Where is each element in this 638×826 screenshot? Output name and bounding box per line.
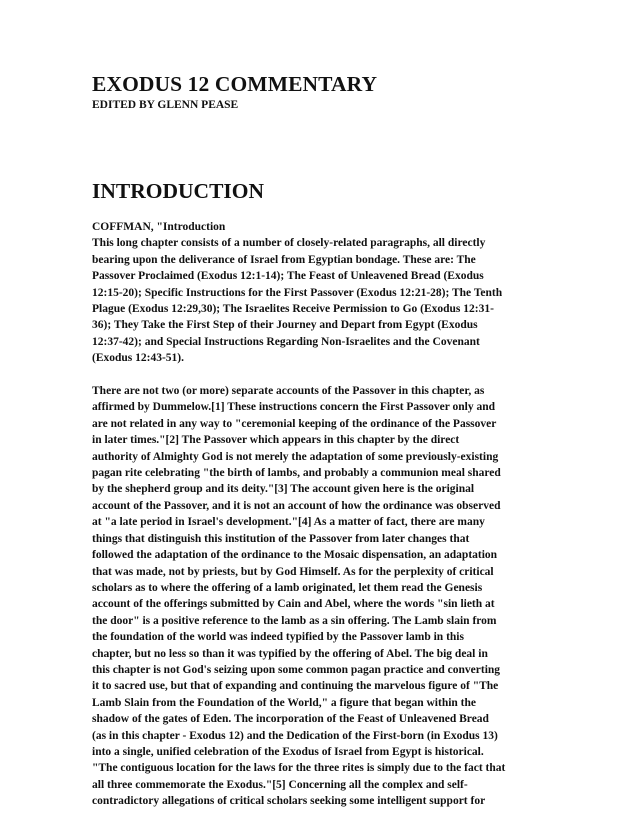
- paragraph-line: bearing upon the deliverance of Israel from Egyptian bondage. These are: The: [92, 253, 476, 266]
- paragraph-line: things that distinguish this institution of the Passover from later changes that: [92, 532, 470, 545]
- paragraph-line: it to sacred use, but that of expanding and continuing the marvelous figure of "The: [92, 680, 499, 693]
- paragraph-line: account of the Passover, and it is not an account of how the ordinance was observed: [92, 499, 501, 512]
- paragraph-line: shadow of the gates of Eden. The incorporation of the Feast of Unleavened Bread: [92, 713, 489, 726]
- paragraph-line: authority of Almighty God is not merely the adaptation of some previously-existing: [92, 450, 499, 463]
- paragraph-line: pagan rite celebrating "the birth of lambs, and probably a communion meal shared: [92, 467, 501, 480]
- paragraph-line: followed the adaptation of the ordinance to the Mosaic dispensation, an adaptation: [92, 549, 498, 562]
- paragraph-line: the foundation of the world was indeed typified by the Passover lamb in this: [92, 631, 464, 644]
- paragraph-line: that was made, not by priests, but by God Himself. As for the perplexity of critical: [92, 565, 494, 578]
- source-label: COFFMAN, "Introduction: [92, 221, 226, 233]
- paragraph-line: Lamb Slain from the Foundation of the World," a figure that began within the: [92, 696, 477, 709]
- paragraph-line: scholars as to where the offering of a lamb originated, let them read the Genesis: [92, 581, 483, 594]
- paragraph-line: This long chapter consists of a number of closely-related paragraphs, all directly: [92, 237, 486, 250]
- paragraph-line: Plague (Exodus 12:29,30); The Israelites Receive Permission to Go (Exodus 12:31-: [92, 303, 494, 316]
- document-page: [92, 72, 552, 810]
- document-title: EXODUS 12 COMMENTARY: [92, 72, 378, 96]
- paragraph: [92, 235, 552, 366]
- paragraph-line: Passover Proclaimed (Exodus 12:1-14); The Feast of Unleavened Bread (Exodus: [92, 270, 484, 283]
- paragraph-line: There are not two (or more) separate accounts of the Passover in this chapter, as: [92, 385, 485, 398]
- paragraph-line: (as in this chapter - Exodus 12) and the Dedication of the First-born (in Exodus 13): [92, 729, 498, 742]
- paragraph-line: account of the offerings submitted by Cain and Abel, where the words "sin lieth at: [92, 598, 495, 611]
- paragraph-line: at "a late period in Israel's development."[4] As a matter of fact, there are many: [92, 516, 485, 529]
- paragraph-line: 12:15-20); Specific Instructions for the First Passover (Exodus 12:21-28); The Tenth: [92, 286, 503, 299]
- paragraph-line: 36); They Take the First Step of their Journey and Depart from Egypt (Exodus: [92, 319, 478, 332]
- paragraph-line: all three commemorate the Exodus."[5] Concerning all the complex and self-: [92, 778, 468, 791]
- paragraph-line: (Exodus 12:43-51).: [92, 352, 185, 365]
- paragraph-line: "The contiguous location for the laws for the three rites is simply due to the fact that: [92, 762, 506, 775]
- paragraph-line: contradictory allegations of critical scholars seeking some intelligent support for: [92, 795, 486, 808]
- paragraph-line: by the shepherd group and its deity."[3] The account given here is the original: [92, 483, 475, 496]
- document-editor: EDITED BY GLENN PEASE: [92, 99, 239, 111]
- paragraph-line: are not related in any way to "ceremonial keeping of the ordinance of the Passover: [92, 417, 497, 430]
- paragraph-line: in later times."[2] The Passover which appears in this chapter by the direct: [92, 434, 460, 447]
- paragraph-line: affirmed by Dummelow.[1] These instructions concern the First Passover only and: [92, 401, 496, 414]
- paragraph-line: into a single, unified celebration of the Exodus of Israel from Egypt is historical.: [92, 745, 484, 758]
- section-heading-introduction: INTRODUCTION: [92, 179, 265, 203]
- paragraph-line: 12:37-42); and Special Instructions Regarding Non-Israelites and the Covenant: [92, 335, 480, 348]
- paragraph-line: chapter, but no less so than it was typified by the offering of Abel. The big deal in: [92, 647, 488, 660]
- paragraph-line: this chapter is not God's seizing upon some common pagan practice and converting: [92, 663, 501, 676]
- paragraph: [92, 383, 552, 810]
- body-text: [92, 235, 552, 809]
- paragraph-line: the door" is a positive reference to the lamb as a sin offering. The Lamb slain from: [92, 614, 497, 627]
